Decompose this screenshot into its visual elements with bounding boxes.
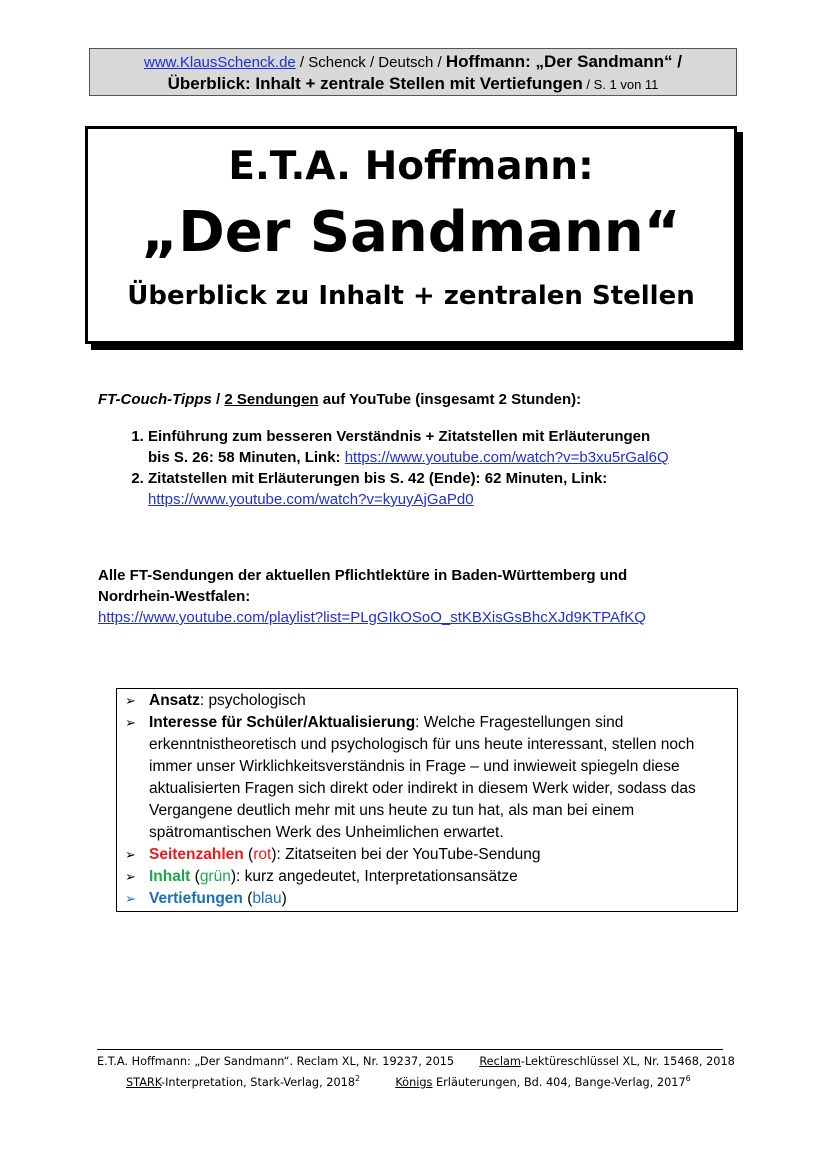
tips-section [98, 389, 669, 510]
tips-list [98, 426, 669, 510]
inhalt-color: grün [199, 868, 231, 885]
ansatz-key: Ansatz [149, 692, 200, 709]
footer-source-4: Erläuterungen, Bd. 404, Bange-Verlag, 2017 [432, 1075, 686, 1089]
footer-source-4-sup: 6 [685, 1074, 691, 1083]
inhalt-value: : kurz angedeutet, Interpretationsansätze [236, 868, 518, 885]
page-number: / S. 1 von 11 [582, 77, 659, 92]
tips-sep: / [211, 391, 225, 408]
footer-source-2: -Lektüreschlüssel XL, Nr. 15468, 2018 [520, 1055, 735, 1068]
list-item: ➢ Inhalt (grün): kurz angedeutet, Interpretationsansätze [125, 866, 723, 888]
tip-2-text: Zitatstellen mit Erläuterungen bis S. 42 (Ende): 62 Minuten, Link: [148, 470, 608, 487]
tip-1-link[interactable]: https://www.youtube.com/watch?v=b3xu5rGal6Q [344, 449, 669, 466]
inhalt-key: Inhalt [149, 868, 191, 885]
header-subtitle: Überblick: Inhalt + zentrale Stellen mit Vertiefungen [167, 74, 583, 93]
title-author: E.T.A. Hoffmann: [228, 144, 594, 189]
playlist-link[interactable]: https://www.youtube.com/playlist?list=PLgGIkOSoO_stKBXisGsBhcXJd9KTPAfKQ [98, 609, 646, 626]
title-box [85, 126, 737, 344]
header-path: / Schenck / Deutsch / [295, 54, 446, 71]
tip-1-text-b: bis S. 26: 58 Minuten, Link: [148, 449, 345, 466]
playlist-section [98, 565, 646, 628]
arrow-bullet-icon: ➢ [125, 869, 136, 884]
ansatz-value: : psychologisch [199, 692, 306, 709]
page-header [89, 48, 737, 96]
playlist-text-1: Alle FT-Sendungen der aktuellen Pflichtlektüre in Baden-Württemberg und [98, 567, 628, 584]
header-title: Hoffmann: „Der Sandmann“ / [445, 52, 682, 71]
arrow-bullet-icon: ➢ [125, 693, 136, 708]
seitenzahlen-key: Seitenzahlen [149, 846, 244, 863]
footer-source-3: -Interpretation, Stark-Verlag, 2018 [161, 1075, 356, 1089]
footer-row-2 [97, 1070, 737, 1091]
interesse-key: Interesse für Schüler/Aktualisierung [149, 714, 416, 731]
footer-source-3-u: STARK [126, 1075, 161, 1089]
title-work: „Der Sandmann“ [141, 200, 681, 265]
list-item [125, 712, 723, 844]
title-subtitle: Überblick zu Inhalt + zentralen Stellen [127, 281, 695, 311]
arrow-bullet-icon: ➢ [125, 715, 136, 730]
footer-row-1 [97, 1053, 737, 1070]
playlist-text-2: Nordrhein-Westfalen: [98, 588, 251, 605]
footer [97, 1053, 737, 1091]
footer-source-4-u: Königs [395, 1075, 433, 1089]
arrow-bullet-icon: ➢ [125, 847, 136, 862]
vertiefungen-color: blau [252, 890, 282, 907]
vertiefungen-key: Vertiefungen [149, 890, 243, 907]
info-box [116, 688, 738, 912]
site-link[interactable]: www.KlausSchenck.de [144, 54, 296, 71]
tips-heading [98, 389, 669, 410]
tips-rest: auf YouTube (insgesamt 2 Stunden): [318, 391, 582, 408]
tips-underlined: 2 Sendungen [224, 391, 319, 408]
list-item [125, 690, 723, 712]
footer-divider [97, 1049, 723, 1050]
list-item: ➢ Vertiefungen (blau) [125, 888, 723, 910]
list-item: ➢ Seitenzahlen (rot): Zitatseiten bei der YouTube-Sendung [125, 844, 723, 866]
list-item [148, 468, 669, 510]
footer-source-2-u: Reclam [479, 1055, 521, 1068]
interesse-value: : Welche Fragestellungen sind erkenntnistheoretisch und psychologisch für uns heute interessant, stellen noch immer unser Wirklichkeitsverständnis in Frage – und inwieweit spiegeln diese aktualisierten Fragen sich direkt oder indirekt in diesem Werk wider, sodass das Vergangene deutlich mehr mit uns heute zu tun hat, als man bei einem spätromantischen Werk des Unheimlichen erwartet. [149, 714, 696, 841]
seitenzahlen-value: : Zitatseiten bei der YouTube-Sendung [276, 846, 541, 863]
list-item [148, 426, 669, 468]
tip-1-text: Einführung zum besseren Verständnis + Zitatstellen mit Erläuterungen [148, 428, 651, 445]
footer-source-3-sup: 2 [355, 1074, 361, 1083]
tip-2-link[interactable]: https://www.youtube.com/watch?v=kyuyAjGaPd0 [148, 491, 474, 508]
tips-label: FT-Couch-Tipps [98, 391, 212, 408]
arrow-bullet-icon: ➢ [125, 891, 136, 906]
seitenzahlen-color: rot [253, 846, 272, 863]
footer-source-1: E.T.A. Hoffmann: „Der Sandmann“. Reclam XL, Nr. 19237, 2015 [97, 1055, 455, 1068]
